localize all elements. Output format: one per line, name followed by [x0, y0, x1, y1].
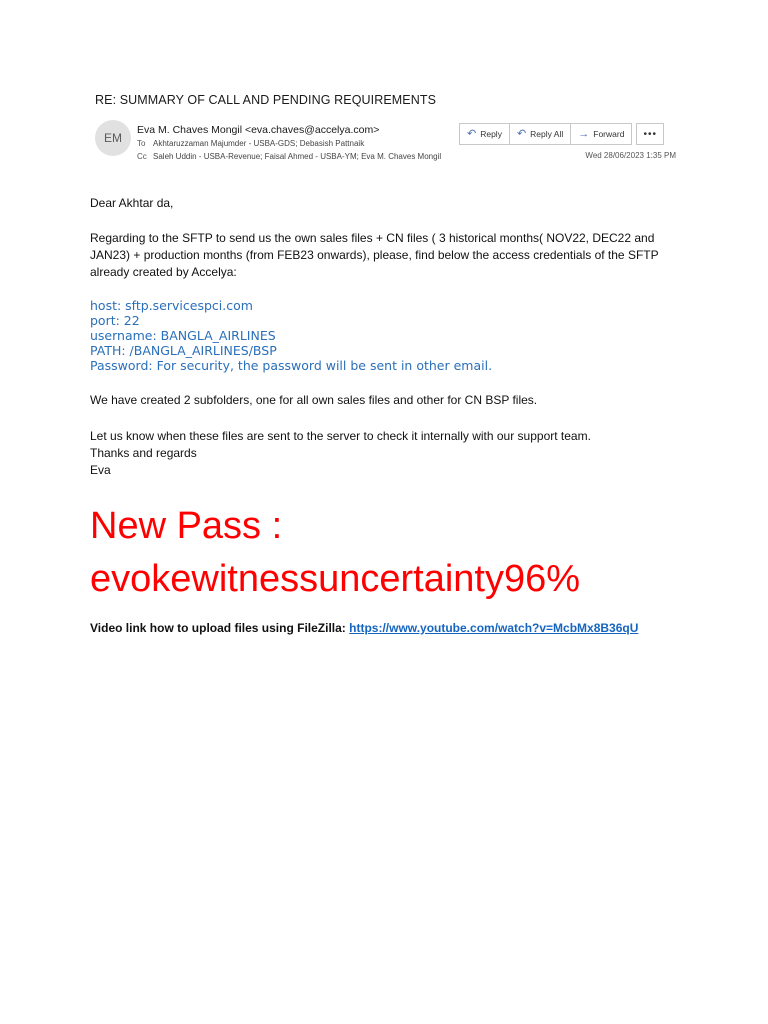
sender-name: Eva M. Chaves Mongil <eva.chaves@accelya.com> [137, 124, 380, 136]
body-paragraph-subfolders: We have created 2 subfolders, one for all own sales files and other for CN BSP files. [90, 393, 538, 407]
signature: Eva [90, 463, 111, 477]
cred-username: username: BANGLA_AIRLINES [90, 328, 276, 343]
cc-recipients: Saleh Uddin - USBA-Revenue; Faisal Ahmed - USBA-YM; Eva M. Chaves Mongil [153, 152, 442, 161]
reply-icon: ↶ [467, 127, 477, 140]
reply-all-label: Reply All [530, 129, 564, 139]
avatar: EM [95, 120, 131, 156]
video-link-label: Video link how to upload files using FileZilla: [90, 621, 350, 635]
video-link-line [90, 621, 638, 635]
cred-password: Password: For security, the password will be sent in other email. [90, 358, 493, 373]
body-paragraph-sftp: Regarding to the SFTP to send us the own sales files + CN files ( 3 historical months( NOV22, DEC22 and JAN23) + production months (from FEB23 onwards), please, find below the access credentials of the SFTP already created by Accelya: [90, 231, 659, 279]
credentials-block [90, 298, 492, 373]
more-actions-button[interactable]: ••• [636, 123, 664, 145]
greeting: Dear Akhtar da, [90, 196, 174, 210]
cred-port: port: 22 [90, 313, 140, 328]
email-actions [459, 123, 664, 145]
reply-label: Reply [480, 129, 502, 139]
reply-button[interactable] [459, 123, 510, 145]
video-link[interactable]: https://www.youtube.com/watch?v=McbMx8B36qU [349, 621, 639, 635]
cred-host: host: sftp.servicespci.com [90, 298, 253, 313]
cred-path: PATH: /BANGLA_AIRLINES/BSP [90, 343, 277, 358]
new-pass-label: New Pass : [90, 505, 283, 547]
email-datetime: Wed 28/06/2023 1:35 PM [585, 151, 676, 160]
forward-icon: → [578, 127, 590, 140]
to-label: To [137, 139, 146, 148]
signoff-line: Thanks and regards [90, 446, 197, 460]
to-recipients-row [137, 139, 364, 148]
to-recipients: Akhtaruzzaman Majumder - USBA-GDS; Debasish Pattnaik [153, 139, 365, 148]
forward-button[interactable] [570, 123, 632, 145]
closing-line: Let us know when these files are sent to the server to check it internally with our support team. [90, 429, 591, 443]
forward-label: Forward [593, 129, 625, 139]
new-pass-block [90, 500, 580, 606]
reply-all-icon: ↶ [516, 127, 527, 140]
cc-recipients-row [137, 152, 441, 161]
cc-label: Cc [137, 152, 147, 161]
body-paragraph-closing [90, 428, 680, 479]
email-subject: RE: SUMMARY OF CALL AND PENDING REQUIREMENTS [95, 93, 437, 107]
new-pass-value: evokewitnessuncertainty96% [90, 558, 581, 600]
reply-all-button[interactable] [509, 123, 571, 145]
